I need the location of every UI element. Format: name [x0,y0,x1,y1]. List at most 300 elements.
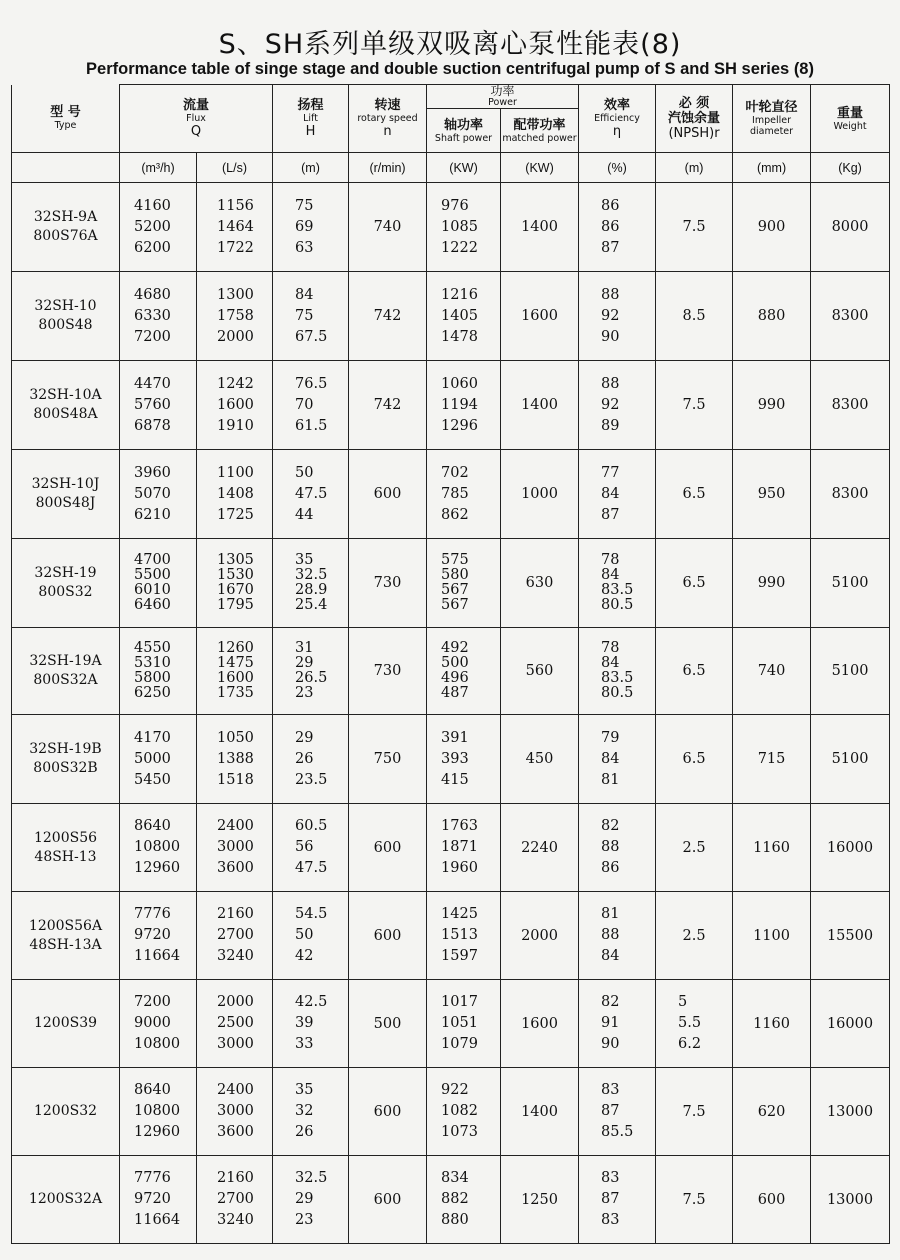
cell-flux-ls-value: 1735 [217,685,254,701]
cell-flux-ls-value: 1600 [217,396,254,413]
cell-shaft-power-value: 1425 [441,906,478,922]
table-row [12,892,890,980]
cell-efficiency-value: 87 [601,239,620,256]
cell-matched-power: 1600 [501,272,579,361]
cell-efficiency-value: 92 [601,396,620,413]
cell-weight: 8000 [811,183,890,272]
cell-type [12,539,120,628]
cell-type [12,892,120,980]
cell-type [12,715,120,804]
table-row [12,539,890,628]
header-lift-en: Lift [303,112,318,124]
cell-flux-m3h [120,539,197,628]
cell-efficiency [579,1156,656,1244]
cell-shaft-power-value: 487 [441,685,469,701]
cell-npsh: 7.5 [656,1068,733,1156]
cell-npsh: 7.5 [656,361,733,450]
cell-shaft-power-value: 580 [441,567,469,583]
cell-impeller: 715 [733,715,811,804]
cell-lift [273,539,349,628]
cell-shaft-power-value: 976 [441,197,469,214]
cell-lift-value: 50 [295,464,314,481]
cell-shaft-power [427,539,501,628]
unit-impeller: (mm) [733,153,811,183]
header-efficiency [579,85,656,153]
model-name: 800S32B [33,760,98,776]
cell-lift-value: 33 [295,1036,314,1052]
cell-lift-value: 23 [295,685,314,701]
model-name: 32SH-10J [31,476,100,492]
cell-flux-m3h-value: 4680 [134,286,171,303]
cell-flux-m3h-value: 10800 [134,839,181,855]
table-row [12,715,890,804]
cell-flux-m3h-value: 6210 [134,506,171,523]
cell-weight: 16000 [811,980,890,1068]
cell-flux-m3h-value: 4470 [134,375,171,392]
header-eff-sym: η [612,123,622,139]
cell-efficiency-value: 83 [601,1170,620,1186]
header-shaft-power [427,109,501,153]
cell-flux-m3h-value: 6330 [134,307,171,324]
model-name: 48SH-13A [29,936,102,953]
header-shaft-cn: 轴功率 [444,117,484,133]
cell-impeller: 880 [733,272,811,361]
unit-speed: (r/min) [349,153,427,183]
cell-type [12,183,120,272]
cell-efficiency-value: 80.5 [601,685,634,701]
cell-npsh: 6.5 [656,539,733,628]
cell-flux-m3h-value: 7776 [134,906,171,922]
cell-efficiency-value: 83.5 [601,582,634,598]
table-row [12,1156,890,1244]
cell-flux-ls-value: 1795 [217,597,254,613]
cell-shaft-power-value: 1079 [441,1036,478,1052]
cell-matched-power: 2240 [501,804,579,892]
cell-shaft-power-value: 415 [441,771,469,788]
unit-flux-ls: (L/s) [197,153,273,183]
cell-flux-m3h-value: 8640 [134,818,171,834]
cell-flux-ls-value: 2500 [217,1015,254,1031]
unit-npsh: (m) [656,153,733,183]
cell-flux-m3h-value: 9720 [134,927,171,943]
cell-lift-value: 31 [295,640,314,656]
cell-speed: 600 [349,1156,427,1244]
cell-lift-value: 69 [295,218,314,235]
header-power-en: Power [488,97,517,108]
cell-efficiency-value: 79 [601,729,620,746]
model-name: 800S48A [33,406,98,422]
cell-lift [273,980,349,1068]
cell-efficiency-value: 88 [601,375,620,392]
cell-shaft-power-value: 862 [441,506,469,523]
cell-flux-ls [197,1156,273,1244]
cell-shaft-power-value: 1073 [441,1124,478,1140]
cell-efficiency-value: 84 [601,567,620,583]
cell-shaft-power-value: 1597 [441,948,478,964]
cell-efficiency-value: 91 [601,1015,620,1031]
model-name: 48SH-13 [34,848,97,865]
cell-type [12,1156,120,1244]
cell-flux-ls-value: 2160 [217,906,254,922]
cell-flux-ls-value: 3000 [217,1036,254,1052]
cell-flux-m3h-value: 5800 [134,670,171,686]
cell-efficiency-value: 87 [601,506,620,523]
unit-efficiency: (%) [579,153,656,183]
cell-lift-value: 42 [295,948,314,964]
cell-flux-ls-value: 3240 [217,1212,254,1228]
cell-flux-ls-value: 1475 [217,655,254,671]
cell-npsh: 2.5 [656,892,733,980]
cell-speed: 600 [349,892,427,980]
header-weight-cn: 重量 [837,105,864,121]
cell-flux-m3h-value: 11664 [134,1212,181,1228]
cell-shaft-power-value: 575 [441,552,469,568]
cell-speed: 750 [349,715,427,804]
cell-flux-ls-value: 3000 [217,839,254,855]
model-name: 800S48 [38,317,93,333]
cell-flux-m3h-value: 5200 [134,218,171,235]
cell-flux-m3h-value: 5500 [134,567,171,583]
cell-matched-power: 450 [501,715,579,804]
cell-efficiency [579,361,656,450]
cell-efficiency-value: 84 [601,655,620,671]
cell-shaft-power-value: 1060 [441,375,478,392]
header-weight [811,85,890,153]
cell-flux-ls [197,183,273,272]
cell-type [12,272,120,361]
cell-lift-value: 50 [295,927,314,943]
cell-lift-value: 84 [295,286,314,303]
cell-flux-ls-value: 1260 [217,640,254,656]
cell-speed: 730 [349,539,427,628]
cell-weight: 13000 [811,1068,890,1156]
table-row [12,628,890,715]
cell-speed: 500 [349,980,427,1068]
cell-weight: 5100 [811,628,890,715]
cell-matched-power: 1600 [501,980,579,1068]
cell-shaft-power [427,183,501,272]
header-matched-en: matched power [502,132,577,144]
cell-efficiency-value: 85.5 [601,1124,634,1140]
cell-shaft-power [427,361,501,450]
cell-flux-ls-value: 1725 [217,506,254,523]
cell-flux-ls-value: 1100 [217,464,254,481]
cell-efficiency-value: 83.5 [601,670,634,686]
header-eff-cn: 效率 [604,97,631,113]
model-name: 800S32 [38,584,93,600]
cell-lift-value: 54.5 [295,906,328,922]
model-name: 32SH-19B [29,741,102,757]
cell-efficiency [579,715,656,804]
cell-lift [273,892,349,980]
cell-shaft-power-value: 834 [441,1170,469,1186]
cell-lift-value: 29 [295,655,314,671]
cell-npsh: 6.5 [656,628,733,715]
cell-flux-m3h-value: 5000 [134,750,171,767]
cell-npsh: 6.5 [656,450,733,539]
cell-efficiency-value: 87 [601,1191,620,1207]
cell-efficiency [579,628,656,715]
cell-flux-ls-value: 3600 [217,1124,254,1140]
cell-lift-value: 76.5 [295,375,328,392]
cell-flux-ls-value: 1722 [217,239,254,256]
units-row [12,153,890,183]
unit-shaft-power: (KW) [427,153,501,183]
cell-lift-value: 35 [295,552,314,568]
cell-efficiency-value: 81 [601,771,620,788]
cell-weight: 8300 [811,272,890,361]
model-name: 1200S32 [33,1103,98,1119]
cell-flux-m3h-value: 4700 [134,552,171,568]
cell-type [12,1068,120,1156]
cell-flux-ls [197,628,273,715]
cell-lift-value: 75 [295,307,314,324]
cell-npsh-value: 5 [678,994,688,1010]
cell-efficiency-value: 89 [601,417,620,434]
cell-efficiency-value: 82 [601,818,620,834]
cell-efficiency [579,183,656,272]
cell-flux-m3h-value: 7200 [134,994,171,1010]
cell-flux-ls [197,361,273,450]
cell-flux-m3h-value: 12960 [134,860,181,876]
cell-lift-value: 35 [295,1082,314,1098]
cell-efficiency-value: 81 [601,906,620,922]
cell-flux-m3h [120,980,197,1068]
table-row [12,450,890,539]
cell-lift [273,804,349,892]
cell-shaft-power-value: 500 [441,655,469,671]
cell-shaft-power-value: 1085 [441,218,478,235]
cell-lift [273,272,349,361]
cell-shaft-power-value: 393 [441,750,469,767]
cell-shaft-power-value: 496 [441,670,469,686]
cell-npsh: 6.5 [656,715,733,804]
cell-flux-ls-value: 1518 [217,771,254,788]
cell-matched-power: 1400 [501,361,579,450]
cell-shaft-power-value: 1017 [441,994,478,1010]
cell-efficiency-value: 77 [601,464,620,481]
cell-shaft-power-value: 1051 [441,1015,478,1031]
cell-lift-value: 60.5 [295,818,328,834]
cell-efficiency [579,892,656,980]
cell-lift-value: 63 [295,239,314,256]
unit-weight: (Kg) [811,153,890,183]
cell-flux-ls-value: 1242 [217,375,254,392]
cell-flux-ls [197,539,273,628]
cell-speed: 600 [349,804,427,892]
cell-shaft-power-value: 1216 [441,286,478,303]
cell-efficiency-value: 86 [601,197,620,214]
cell-shaft-power [427,980,501,1068]
cell-flux-ls-value: 3600 [217,860,254,876]
cell-flux-m3h [120,628,197,715]
model-name: 800S32A [33,672,98,688]
cell-matched-power: 560 [501,628,579,715]
cell-flux-ls-value: 1530 [217,567,254,583]
cell-shaft-power [427,272,501,361]
cell-shaft-power [427,804,501,892]
cell-flux-m3h-value: 6878 [134,417,171,434]
cell-flux-ls [197,450,273,539]
cell-flux-ls-value: 2700 [217,1191,254,1207]
cell-flux-ls-value: 2000 [217,994,254,1010]
header-eff-en: Efficiency [594,112,640,124]
cell-shaft-power-value: 882 [441,1191,469,1207]
cell-flux-ls-value: 3000 [217,1103,254,1119]
header-flux [120,85,273,153]
cell-shaft-power-value: 1871 [441,839,478,855]
cell-flux-m3h-value: 5070 [134,485,171,502]
cell-weight: 13000 [811,1156,890,1244]
cell-flux-m3h-value: 7200 [134,328,171,345]
cell-shaft-power [427,1068,501,1156]
header-speed [349,85,427,153]
cell-flux-m3h-value: 5760 [134,396,171,413]
page-title: S、SH系列单级双吸离心泵性能表(8) [218,29,682,60]
cell-flux-m3h-value: 6200 [134,239,171,256]
cell-impeller: 990 [733,539,811,628]
cell-lift-value: 26 [295,1124,314,1140]
header-lift [273,85,349,153]
cell-speed: 600 [349,450,427,539]
cell-efficiency-value: 88 [601,927,620,943]
cell-shaft-power [427,628,501,715]
model-name: 32SH-19A [29,653,102,669]
cell-flux-m3h-value: 11664 [134,948,181,964]
cell-flux-m3h-value: 3960 [134,464,171,481]
cell-shaft-power [427,892,501,980]
cell-efficiency-value: 84 [601,485,620,502]
cell-lift-value: 39 [295,1015,314,1031]
model-name: 32SH-10 [34,298,97,314]
cell-lift-value: 56 [295,839,314,855]
cell-weight: 5100 [811,539,890,628]
cell-matched-power: 2000 [501,892,579,980]
header-type-en: Type [54,120,77,132]
cell-shaft-power-value: 1513 [441,927,478,943]
header-speed-en: rotary speed [357,112,418,124]
cell-lift-value: 23 [295,1212,314,1228]
cell-efficiency [579,804,656,892]
cell-flux-ls [197,892,273,980]
cell-flux-ls-value: 3240 [217,948,254,964]
units-type-blank [12,153,120,183]
table-row [12,272,890,361]
cell-flux-m3h-value: 10800 [134,1103,181,1119]
cell-flux-ls [197,804,273,892]
cell-shaft-power-value: 1296 [441,417,478,434]
header-flux-cn: 流量 [183,97,210,113]
cell-flux-m3h-value: 8640 [134,1082,171,1098]
cell-efficiency [579,1068,656,1156]
cell-flux-ls-value: 1388 [217,750,254,767]
cell-flux-ls-value: 2400 [217,818,254,834]
cell-lift [273,1156,349,1244]
cell-shaft-power-value: 1405 [441,307,478,324]
cell-lift-value: 47.5 [295,860,328,876]
cell-matched-power: 1400 [501,1068,579,1156]
model-name: 800S48J [35,495,96,511]
cell-flux-m3h [120,804,197,892]
cell-weight: 16000 [811,804,890,892]
header-lift-cn: 扬程 [297,97,324,113]
cell-shaft-power-value: 492 [441,640,469,656]
cell-efficiency-value: 84 [601,750,620,767]
cell-npsh: 8.5 [656,272,733,361]
cell-flux-m3h-value: 4170 [134,729,171,746]
header-weight-en: Weight [833,120,867,132]
cell-npsh: 2.5 [656,804,733,892]
cell-flux-ls [197,272,273,361]
cell-impeller: 600 [733,1156,811,1244]
cell-lift [273,361,349,450]
cell-flux-ls [197,715,273,804]
cell-type [12,980,120,1068]
cell-lift-value: 67.5 [295,328,328,345]
cell-weight: 8300 [811,361,890,450]
cell-type [12,361,120,450]
cell-flux-m3h-value: 4550 [134,640,171,656]
cell-efficiency-value: 92 [601,307,620,324]
cell-impeller: 620 [733,1068,811,1156]
cell-efficiency [579,450,656,539]
performance-table [11,84,890,1244]
header-speed-sym: n [383,123,392,139]
cell-efficiency-value: 83 [601,1212,620,1228]
cell-efficiency-value: 87 [601,1103,620,1119]
cell-flux-m3h [120,1156,197,1244]
model-name: 32SH-19 [34,565,97,581]
cell-shaft-power-value: 785 [441,485,469,502]
cell-flux-ls-value: 2160 [217,1170,254,1186]
cell-flux-m3h-value: 10800 [134,1036,181,1052]
cell-flux-m3h-value: 9720 [134,1191,171,1207]
cell-impeller: 740 [733,628,811,715]
header-lift-sym: H [305,123,316,139]
header-matched-cn: 配带功率 [513,117,566,133]
unit-lift: (m) [273,153,349,183]
header-impeller [733,85,811,153]
cell-npsh [656,980,733,1068]
table-row [12,980,890,1068]
header-type-cn: 型 号 [50,105,81,121]
cell-lift-value: 47.5 [295,485,328,502]
cell-lift-value: 25.4 [295,597,328,613]
cell-flux-ls-value: 1600 [217,670,254,686]
cell-type [12,628,120,715]
cell-flux-ls-value: 1305 [217,552,254,568]
model-name: 1200S32A [28,1191,103,1207]
header-npsh-cn2: 汽蚀余量 [668,110,721,126]
cell-lift-value: 75 [295,197,314,214]
cell-flux-m3h-value: 5450 [134,771,171,788]
model-name: 800S76A [33,228,98,244]
cell-flux-ls-value: 1670 [217,582,254,598]
cell-shaft-power-value: 880 [441,1212,469,1228]
cell-lift-value: 42.5 [295,994,328,1010]
cell-weight: 15500 [811,892,890,980]
cell-lift-value: 29 [295,1191,314,1207]
cell-lift [273,715,349,804]
header-flux-en: Flux [186,112,206,124]
cell-impeller: 990 [733,361,811,450]
header-npsh-cn1: 必 须 [678,95,710,111]
cell-npsh: 7.5 [656,183,733,272]
header-matched-power [501,109,579,153]
cell-flux-ls-value: 1050 [217,729,254,746]
cell-efficiency-value: 83 [601,1082,620,1098]
cell-lift [273,450,349,539]
